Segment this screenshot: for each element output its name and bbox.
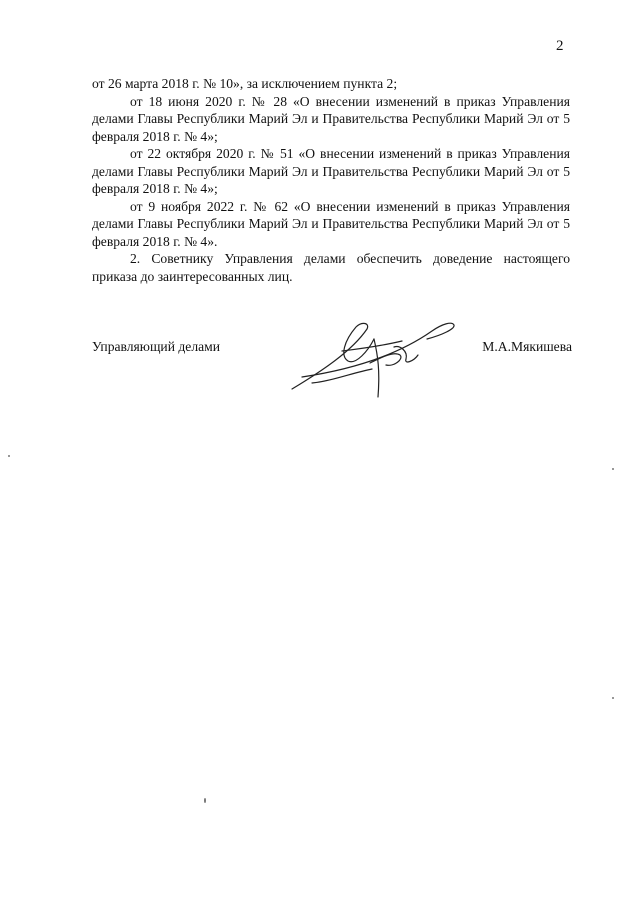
signatory-position: Управляющий делами [92,339,221,354]
signature-block [92,339,572,419]
paragraph-order-28: от 18 июня 2020 г. № 28 «О внесении изменений в приказ Управления делами Главы Республики Марий Эл и Правительства Республики Марий Эл от 5 февраля 2018 г. № 4»; [92,93,570,144]
scan-speck [612,697,614,699]
scan-speck [612,468,614,470]
scan-speck [8,455,10,457]
paragraph-item-2: 2. Советнику Управления делами обеспечить доведение настоящего приказа до заинтересованных лиц. [92,251,570,284]
scan-speck [204,798,206,803]
paragraph-order-51: от 22 октября 2020 г. № 51 «О внесении изменений в приказ Управления делами Главы Республики Марий Эл и Правительства Республики Марий Эл от 5 февраля 2018 г. № 4»; [92,146,570,196]
signatory-name: М.А.Мякишева [482,339,572,354]
paragraph-order-62: от 9 ноября 2022 г. № 62 «О внесении изменений в приказ Управления делами Главы Республики Марий Эл и Правительства Республики Марий Эл от 5 февраля 2018 г. № 4». [92,198,570,249]
paragraph-continuation: от 26 марта 2018 г. № 10», за исключением пункта 2; [92,76,398,91]
document-body [92,75,570,285]
handwritten-signature [282,311,462,401]
page-number: 2 [556,38,564,54]
